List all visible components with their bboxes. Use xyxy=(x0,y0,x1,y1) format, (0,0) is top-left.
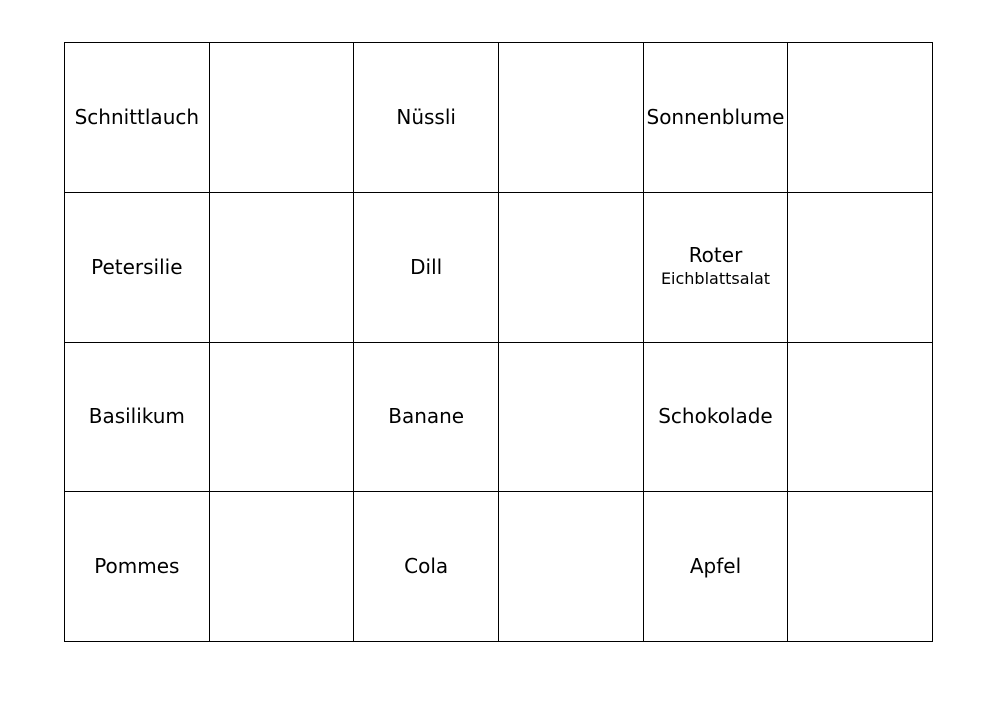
word-cell xyxy=(354,43,499,193)
word-label: Dill xyxy=(410,254,443,279)
word-card-grid xyxy=(64,42,933,642)
word-label: Roter xyxy=(688,243,743,268)
empty-cell xyxy=(788,193,933,343)
word-label: Sonnenblume xyxy=(646,104,785,129)
word-cell xyxy=(644,492,789,642)
empty-cell xyxy=(499,343,644,493)
word-cell xyxy=(65,193,210,343)
word-cell xyxy=(65,43,210,193)
empty-cell xyxy=(788,492,933,642)
word-label: Cola xyxy=(404,554,449,579)
empty-cell xyxy=(499,492,644,642)
word-cell xyxy=(354,492,499,642)
word-label: Pommes xyxy=(94,554,180,579)
empty-cell xyxy=(788,343,933,493)
word-cell xyxy=(644,193,789,343)
word-label: Schokolade xyxy=(658,404,773,429)
word-label: Nüssli xyxy=(396,104,456,129)
word-label-second-line: Eichblattsalat xyxy=(660,269,771,289)
empty-cell xyxy=(210,43,355,193)
word-cell xyxy=(65,492,210,642)
empty-cell xyxy=(210,492,355,642)
word-cell xyxy=(65,343,210,493)
word-label: Schnittlauch xyxy=(74,104,200,129)
word-cell xyxy=(354,193,499,343)
empty-cell xyxy=(210,193,355,343)
word-cell xyxy=(354,343,499,493)
empty-cell xyxy=(788,43,933,193)
word-cell xyxy=(644,343,789,493)
word-label: Petersilie xyxy=(91,254,183,279)
empty-cell xyxy=(499,193,644,343)
word-label: Apfel xyxy=(689,554,742,579)
word-cell xyxy=(644,43,789,193)
word-label: Basilikum xyxy=(88,404,185,429)
word-label: Banane xyxy=(388,404,465,429)
empty-cell xyxy=(210,343,355,493)
empty-cell xyxy=(499,43,644,193)
